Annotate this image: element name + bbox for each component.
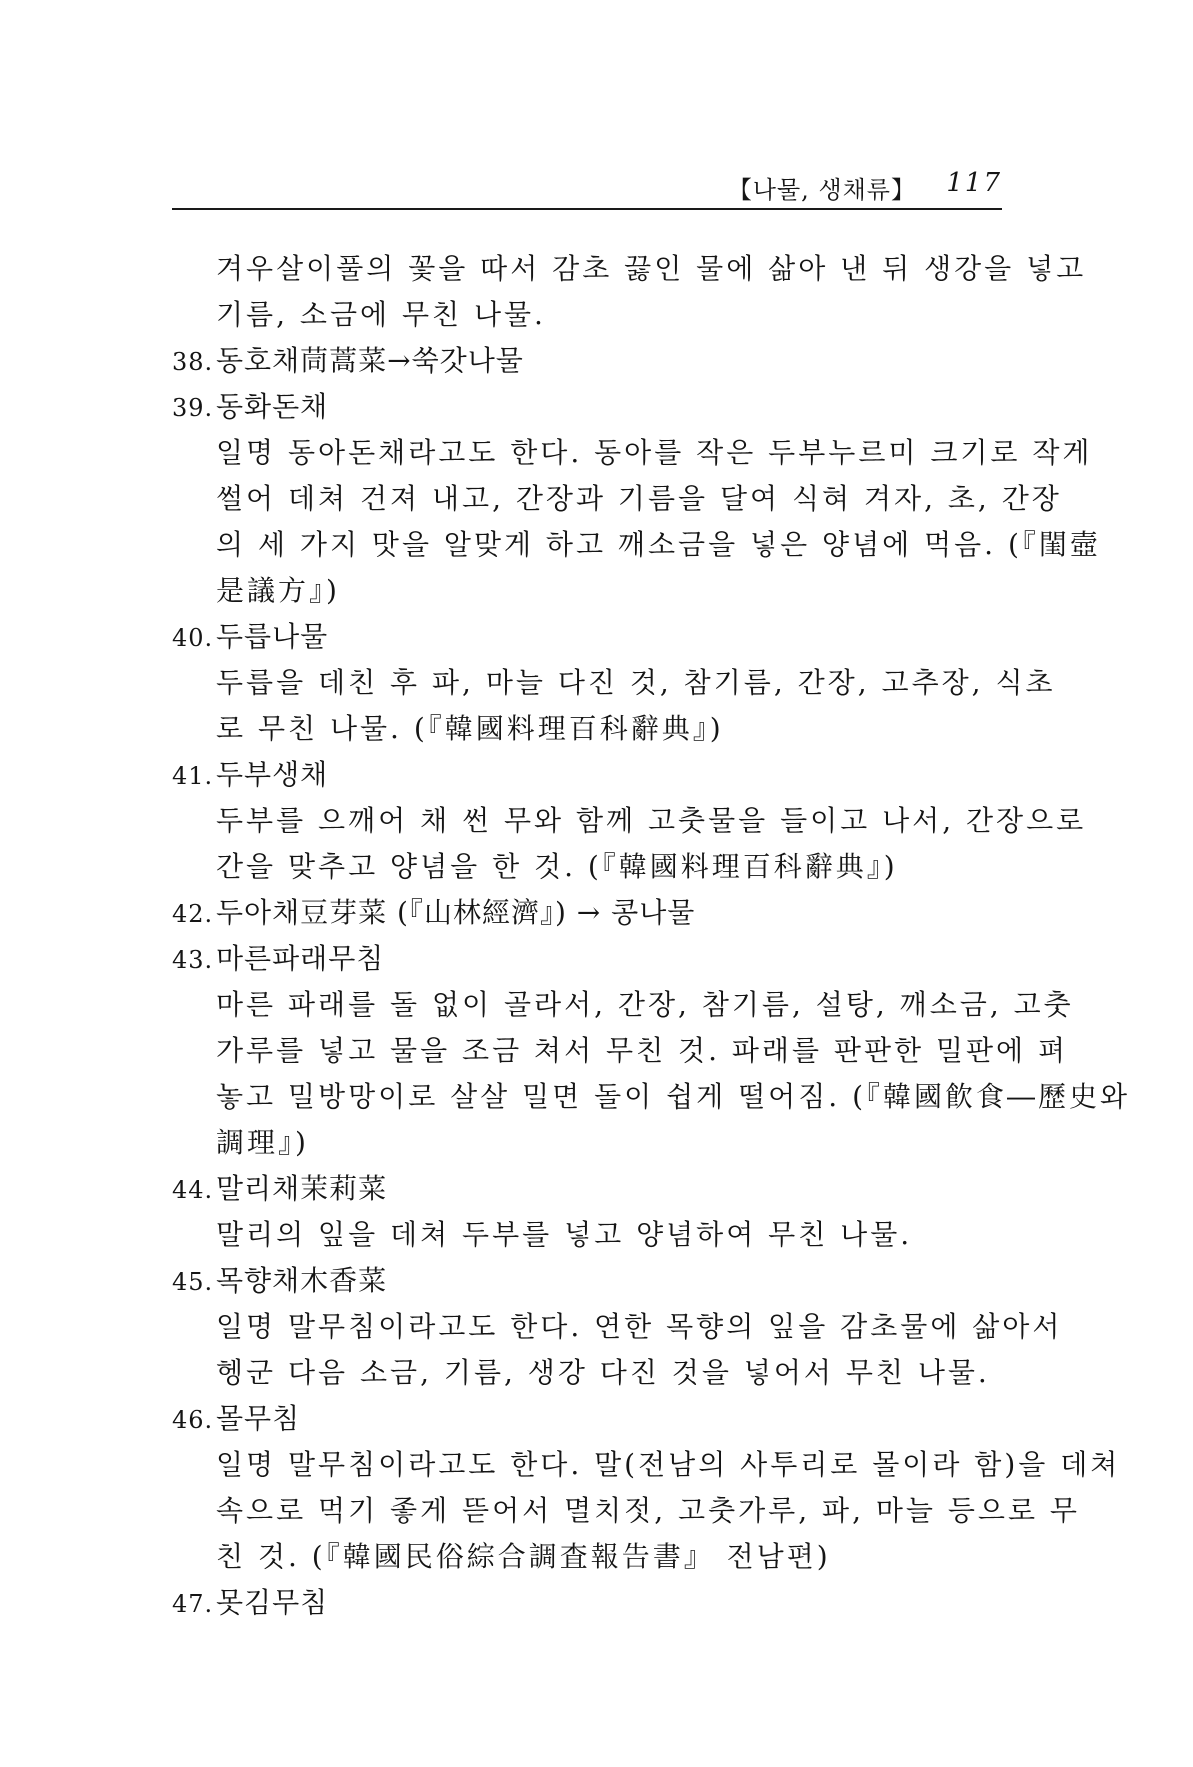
entry-number: 46. — [172, 1406, 214, 1434]
entry-46 — [172, 1396, 1002, 1442]
entry-number: 41. — [172, 762, 214, 790]
body-line: 두릅을 데친 후 파, 마늘 다진 것, 참기름, 간장, 고추장, 식초 — [216, 666, 1056, 699]
entry-number: 47. — [172, 1590, 214, 1618]
body-line: 調理』) — [216, 1126, 309, 1159]
body-line: 간을 맞추고 양념을 한 것. (『韓國料理百科辭典』) — [216, 850, 898, 883]
section-title: 【나물, 생채류】 — [727, 176, 916, 204]
body-line: 마른 파래를 돌 없이 골라서, 간장, 참기름, 설탕, 깨소금, 고춧 — [216, 988, 1074, 1021]
body-line: 헹군 다음 소금, 기름, 생강 다진 것을 넣어서 무친 나물. — [216, 1356, 990, 1389]
entry-38 — [172, 338, 1002, 384]
entry-number: 39. — [172, 394, 214, 422]
entry-number: 42. — [172, 900, 214, 928]
entry-title: 말리채茉莉菜 — [216, 1172, 388, 1205]
page-number: 117 — [946, 168, 1002, 198]
entry-title: 몰무침 — [216, 1402, 301, 1435]
page-body — [172, 246, 1131, 1626]
entry-number: 43. — [172, 946, 214, 974]
entry-45 — [172, 1258, 1002, 1304]
entry-41 — [172, 752, 1002, 798]
entry-title: 두부생채 — [216, 758, 329, 791]
entry-44 — [172, 1166, 1002, 1212]
entry-title: 동화돈채 — [216, 390, 329, 423]
running-header — [172, 170, 1002, 210]
entry-title: 못김무침 — [216, 1586, 329, 1619]
entry-42 — [172, 890, 1002, 936]
body-line: 겨우살이풀의 꽃을 따서 감초 끓인 물에 삶아 낸 뒤 생강을 넣고 — [216, 252, 1087, 285]
entry-number: 38. — [172, 348, 214, 376]
body-line: 가루를 넣고 물을 조금 쳐서 무친 것. 파래를 판판한 밀판에 펴 — [216, 1034, 1069, 1067]
entry-number: 40. — [172, 624, 214, 652]
body-line: 놓고 밀방망이로 살살 밀면 돌이 쉽게 떨어짐. (『韓國飮食―歷史와 — [216, 1080, 1131, 1113]
entry-47 — [172, 1580, 1002, 1626]
body-line: 말리의 잎을 데쳐 두부를 넣고 양념하여 무친 나물. — [216, 1218, 913, 1251]
body-line: 일명 동아돈채라고도 한다. 동아를 작은 두부누르미 크기로 작게 — [216, 436, 1093, 469]
body-line: 是議方』) — [216, 574, 340, 607]
body-line: 기름, 소금에 무친 나물. — [216, 298, 546, 331]
entry-number: 44. — [172, 1176, 214, 1204]
entry-40 — [172, 614, 1002, 660]
entry-title: 두아채豆芽菜 (『山林經濟』) → 콩나물 — [216, 896, 696, 929]
entry-title: 동호채茼蒿菜→쑥갓나물 — [216, 344, 524, 377]
body-line: 일명 말무침이라고도 한다. 말(전남의 사투리로 몰이라 함)을 데쳐 — [216, 1448, 1121, 1481]
body-line: 로 무친 나물. (『韓國料理百科辭典』) — [216, 712, 724, 745]
entry-number: 45. — [172, 1268, 214, 1296]
body-line: 의 세 가지 맛을 알맞게 하고 깨소금을 넣은 양념에 먹음. (『閨壼 — [216, 528, 1101, 561]
body-line: 친 것. (『韓國民俗綜合調査報告書』 전남편) — [216, 1540, 831, 1573]
entry-title: 두릅나물 — [216, 620, 329, 653]
body-line: 일명 말무침이라고도 한다. 연한 목향의 잎을 감초물에 삶아서 — [216, 1310, 1063, 1343]
body-line: 두부를 으깨어 채 썬 무와 함께 고춧물을 들이고 나서, 간장으로 — [216, 804, 1087, 837]
entry-39 — [172, 384, 1002, 430]
body-line: 속으로 먹기 좋게 뜯어서 멸치젓, 고춧가루, 파, 마늘 등으로 무 — [216, 1494, 1080, 1527]
entry-43 — [172, 936, 1002, 982]
body-line: 썰어 데쳐 건져 내고, 간장과 기름을 달여 식혀 겨자, 초, 간장 — [216, 482, 1062, 515]
entry-title: 목향채木香菜 — [216, 1264, 388, 1297]
entry-title: 마른파래무침 — [216, 942, 385, 975]
